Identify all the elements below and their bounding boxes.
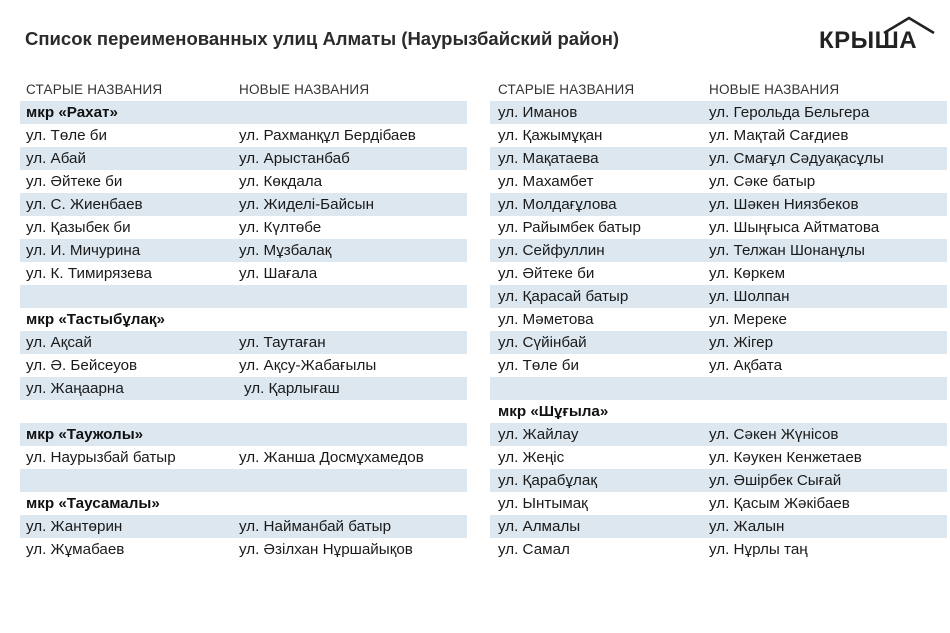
page-title: Список переименованных улиц Алматы (Наурызбайский район) [25,28,620,49]
new-street-name: ул. Көркем [709,265,786,282]
section-title: мкр «Рахат» [26,104,118,121]
old-street-name: ул. И. Мичурина [26,242,141,259]
empty-row [20,285,467,308]
table-row [20,331,467,354]
table-row [490,239,947,262]
section-row [490,400,947,423]
old-street-name: ул. Иманов [498,104,578,121]
old-street-name: ул. Махамбет [498,173,594,190]
old-street-name: ул. Алмалы [498,518,581,535]
new-street-name: ул. Шолпан [709,288,790,305]
new-street-name: ул. Шағала [239,265,318,282]
left-table-header [20,79,467,101]
table-row [490,515,947,538]
table-row [490,285,947,308]
new-street-name: ул. Сәке батыр [709,173,816,190]
table-row [490,101,947,124]
table-row [490,331,947,354]
new-street-name: ул. Жалын [709,518,785,535]
new-street-name: ул. Рахманқұл Бердібаев [239,127,416,144]
right-table-header [490,79,947,101]
left-table-body [20,101,467,561]
table-row [490,124,947,147]
new-street-name: ул. Телжан Шонанұлы [709,242,865,259]
new-street-name: ул. Әзілхан Нұршайықов [239,541,413,558]
section-title: мкр «Таужолы» [26,426,144,443]
old-street-name: ул. Әйтеке би [26,173,123,190]
table-row [490,354,947,377]
new-street-name: ул. Нұрлы таң [709,541,808,558]
table-row [490,469,947,492]
table-row [490,216,947,239]
old-street-name: ул. К. Тимирязева [26,265,152,282]
old-street-name: ул. Ә. Бейсеуов [26,357,138,374]
table-row [20,377,467,400]
table-row [490,423,947,446]
new-street-name: ул. Мұзбалақ [239,242,332,259]
new-street-name: ул. Жігер [709,334,774,351]
old-street-name: ул. Төле би [26,127,107,144]
section-row [20,308,467,331]
header-old-names: СТАРЫЕ НАЗВАНИЯ [26,82,163,97]
table-row [20,170,467,193]
new-street-name: ул. Кәукен Кенжетаев [709,449,862,466]
old-street-name: ул. Абай [26,150,86,167]
section-row [20,101,467,124]
header-old-names: СТАРЫЕ НАЗВАНИЯ [498,82,635,97]
header-new-names: НОВЫЕ НАЗВАНИЯ [239,82,370,97]
table-row [20,216,467,239]
old-street-name: ул. Әйтеке би [498,265,595,282]
section-title: мкр «Шұғыла» [498,403,609,420]
right-table [490,79,947,561]
header-new-names: НОВЫЕ НАЗВАНИЯ [709,82,840,97]
old-street-name: ул. Сүйінбай [498,334,587,351]
old-street-name: ул. Мәметова [498,311,594,328]
table-row [20,446,467,469]
left-table [20,79,467,561]
new-street-name: ул. Арыстанбаб [239,150,350,167]
table-row [20,124,467,147]
table-row [490,492,947,515]
section-row [20,423,467,446]
old-street-name: ул. Төле би [498,357,579,374]
table-row [20,515,467,538]
section-title: мкр «Тастыбұлақ» [26,311,165,328]
empty-row [20,400,467,423]
old-street-name: ул. Қазыбек би [26,219,131,236]
new-street-name: ул. Күлтөбе [239,219,322,236]
table-row [20,239,467,262]
new-street-name: ул. Шыңғыса Айтматова [709,219,880,236]
table-row [490,262,947,285]
table-row [490,538,947,561]
old-street-name: ул. Қажымұқан [498,127,603,144]
new-street-name: ул. Қасым Жәкібаев [709,495,850,512]
table-row [20,193,467,216]
empty-row [20,469,467,492]
new-street-name: ул. Ақбата [709,357,783,374]
old-street-name: ул. Жеңіс [498,449,565,466]
old-street-name: ул. Жантөрин [26,518,123,535]
new-street-name: ул. Герольда Бельгера [709,104,870,121]
new-street-name: ул. Таутаған [239,334,326,351]
right-table-body [490,101,947,561]
old-street-name: ул. Наурызбай батыр [26,449,176,466]
old-street-name: ул. Жаңаарна [26,380,124,397]
table-row [490,308,947,331]
table-row [490,446,947,469]
table-row [20,147,467,170]
table-row [490,193,947,216]
new-street-name: ул. Әшірбек Сығай [709,472,842,489]
old-street-name: ул. Самал [498,541,570,558]
new-street-name: ул. Жанша Досмұхамедов [239,449,424,466]
old-street-name: ул. Райымбек батыр [498,219,641,236]
old-street-name: ул. Жұмабаев [26,541,125,558]
new-street-name: ул. Мақтай Сағдиев [709,127,849,144]
old-street-name: ул. Сейфуллин [498,242,605,259]
logo-text: КРЫША [819,27,918,54]
old-street-name: ул. Қарабұлақ [498,472,597,489]
old-street-name: ул. Жайлау [498,426,579,443]
new-street-name: ул. Шәкен Ниязбеков [709,196,859,213]
old-street-name: ул. Қарасай батыр [498,288,629,305]
table-row [20,538,467,561]
empty-row [490,377,947,400]
krysha-logo [818,12,938,52]
old-street-name: ул. Ынтымақ [498,495,588,512]
table-row [20,262,467,285]
old-street-name: ул. С. Жиенбаев [26,196,143,213]
table-row [20,354,467,377]
new-street-name: ул. Найманбай батыр [239,518,392,535]
new-street-name: ул. Жиделі-Байсын [239,196,374,213]
new-street-name: ул. Қарлығаш [244,380,340,397]
table-row [490,170,947,193]
old-street-name: ул. Ақсай [26,334,92,351]
new-street-name: ул. Сәкен Жүнісов [709,426,839,443]
section-row [20,492,467,515]
old-street-name: ул. Молдағұлова [498,196,617,213]
new-street-name: ул. Көкдала [239,173,323,190]
section-title: мкр «Таусамалы» [26,495,160,512]
new-street-name: ул. Мереке [709,311,787,328]
table-row [490,147,947,170]
new-street-name: ул. Ақсу-Жабағылы [239,357,377,374]
new-street-name: ул. Смағұл Сәдуақасұлы [709,150,884,167]
old-street-name: ул. Мақатаева [498,150,599,167]
